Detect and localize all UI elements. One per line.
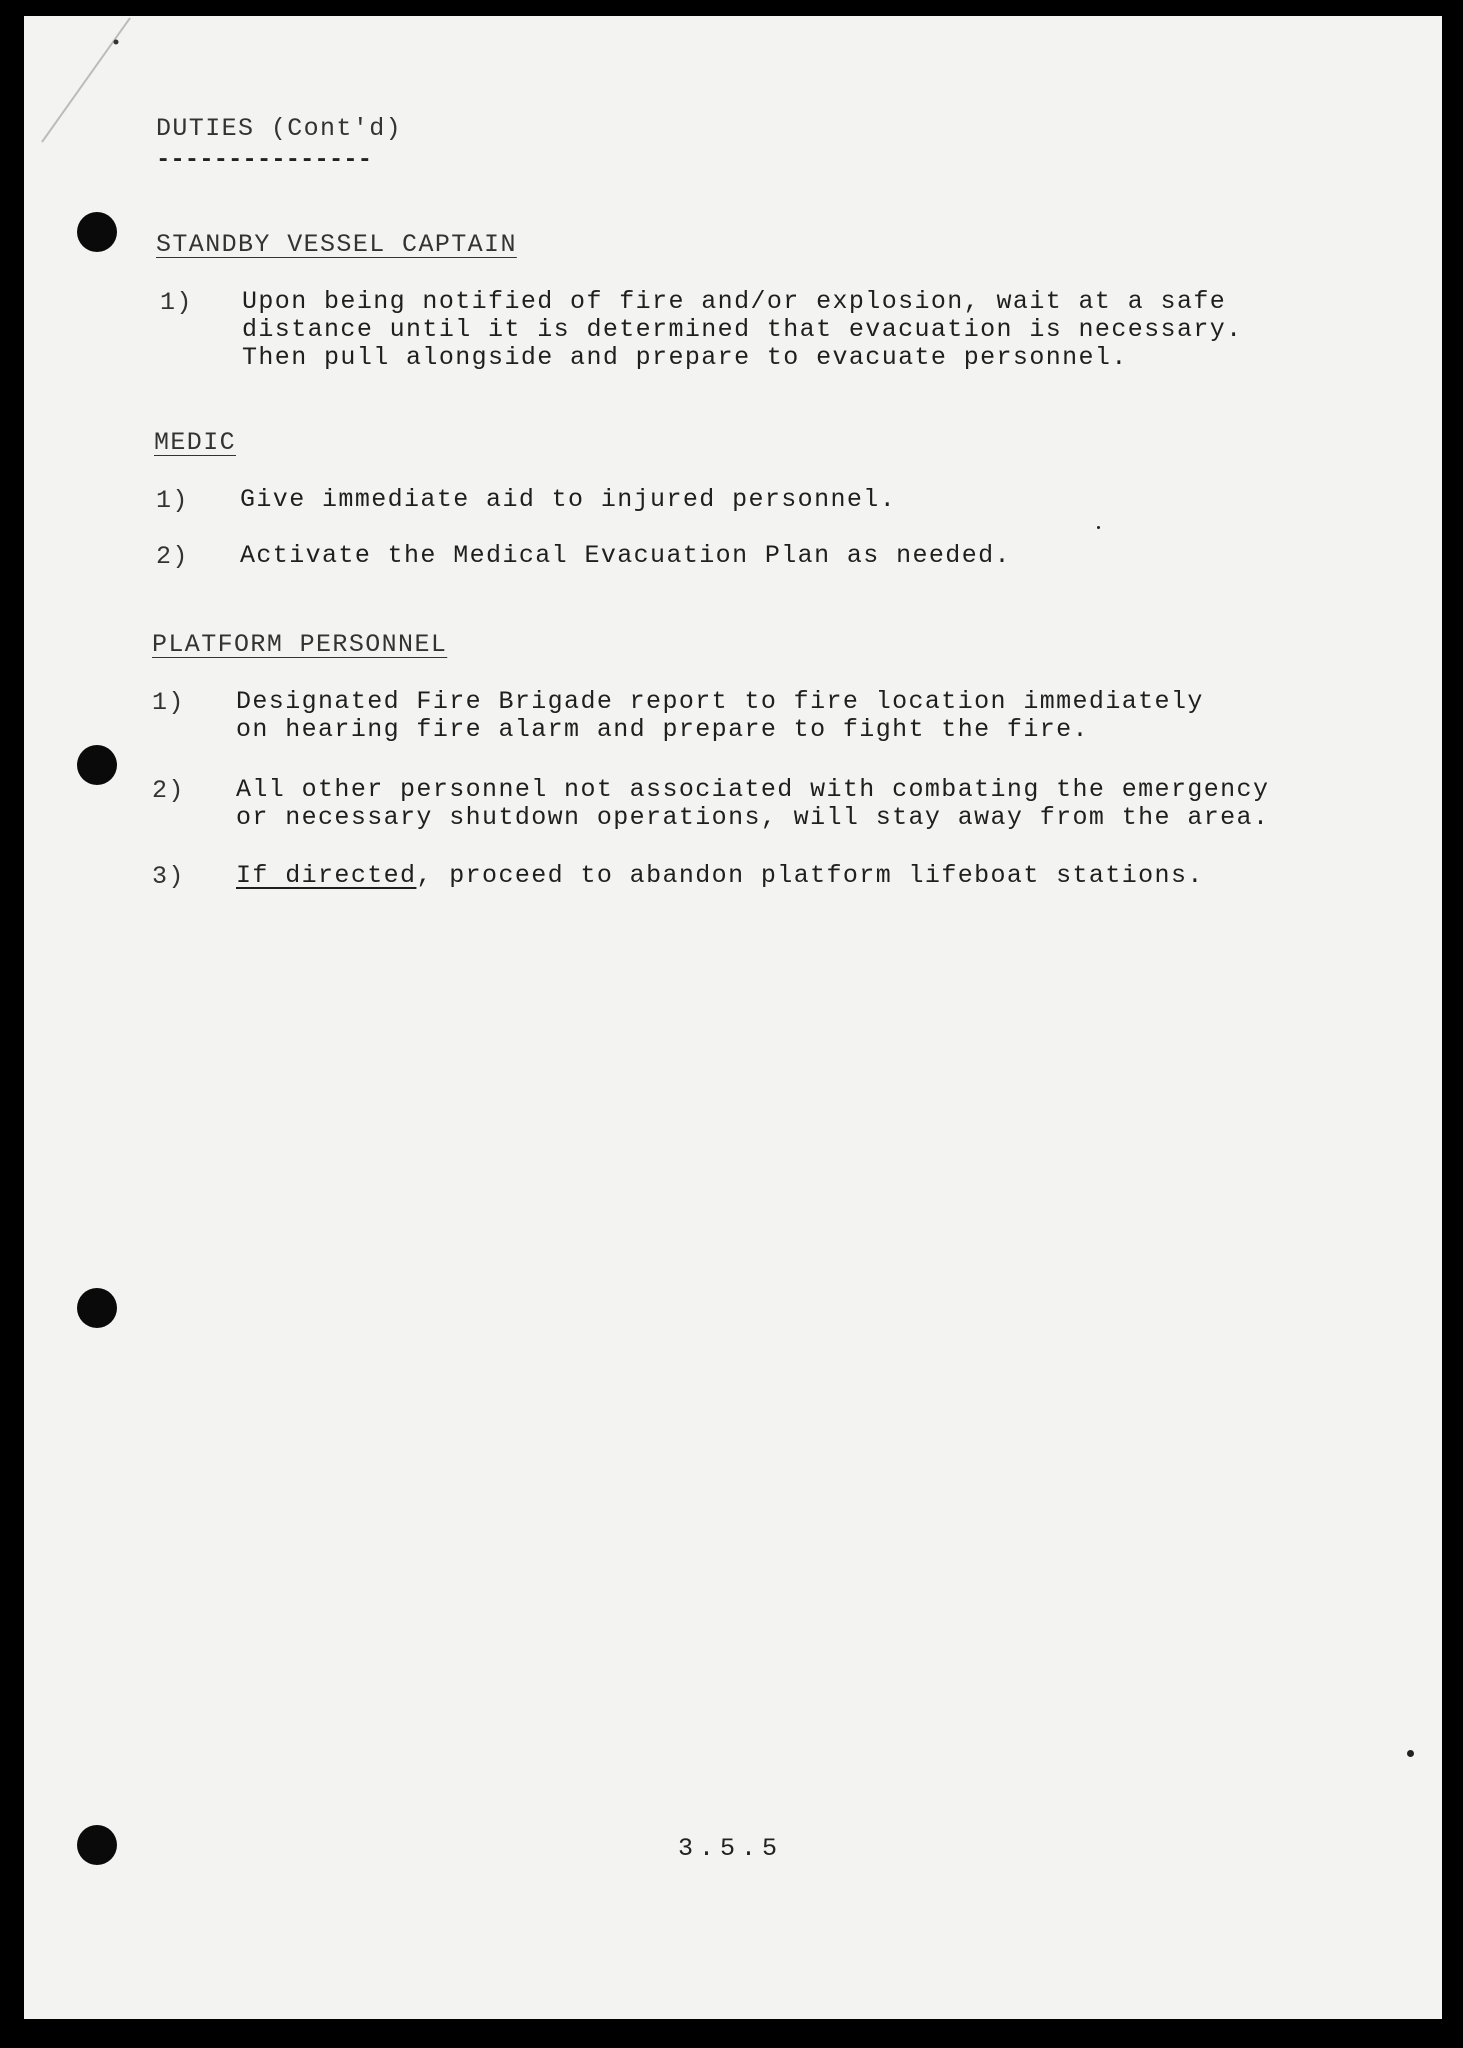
item-text: [240, 486, 896, 514]
item-text: [236, 862, 1204, 890]
section-heading-platform-personnel: PLATFORM PERSONNEL: [152, 630, 448, 659]
page-title: DUTIES (Cont'd): [156, 114, 403, 143]
item-text-line: Then pull alongside and prepare to evacuate personnel.: [242, 343, 1128, 372]
emphasis-if-directed: If directed: [236, 861, 417, 890]
punch-hole-icon: [77, 745, 117, 785]
item-text: [236, 688, 1204, 744]
item-number: 1): [156, 486, 189, 515]
item-text-line: on hearing fire alarm and prepare to fight the fire.: [236, 715, 1089, 744]
item-text-line: or necessary shutdown operations, will stay away from the area.: [236, 803, 1270, 832]
scan-speck: [1097, 526, 1100, 529]
corner-fold-mark: [32, 16, 152, 156]
item-text-line: All other personnel not associated with combating the emergency: [236, 775, 1270, 804]
item-text-line: Activate the Medical Evacuation Plan as needed.: [240, 541, 1011, 570]
section-heading-medic: MEDIC: [154, 428, 237, 457]
item-number: 1): [160, 288, 193, 317]
item-text-rest: , proceed to abandon platform lifeboat stations.: [416, 861, 1204, 890]
page-number: 3.5.5: [678, 1834, 784, 1863]
item-text-line: [236, 862, 1204, 890]
item-text: [236, 776, 1269, 832]
item-text-line: Give immediate aid to injured personnel.: [240, 485, 897, 514]
item-text-line: Designated Fire Brigade report to fire location immediately: [236, 687, 1204, 716]
document-page: [24, 16, 1442, 2019]
section-heading-standby-vessel-captain: STANDBY VESSEL CAPTAIN: [156, 230, 517, 259]
punch-hole-icon: [77, 1288, 117, 1328]
item-number: 1): [152, 688, 185, 717]
punch-hole-icon: [77, 212, 117, 252]
item-number: 2): [152, 776, 185, 805]
item-number: 2): [156, 542, 189, 571]
punch-hole-icon: [77, 1825, 117, 1865]
item-text: [242, 288, 1243, 372]
title-dashed-rule: ---------------: [156, 147, 373, 174]
item-number: 3): [152, 862, 185, 891]
item-text-line: Upon being notified of fire and/or explosion, wait at a safe: [242, 287, 1227, 316]
scan-speck: [1407, 1750, 1414, 1757]
item-text-line: distance until it is determined that evacuation is necessary.: [242, 315, 1243, 344]
item-text: [240, 542, 1011, 570]
